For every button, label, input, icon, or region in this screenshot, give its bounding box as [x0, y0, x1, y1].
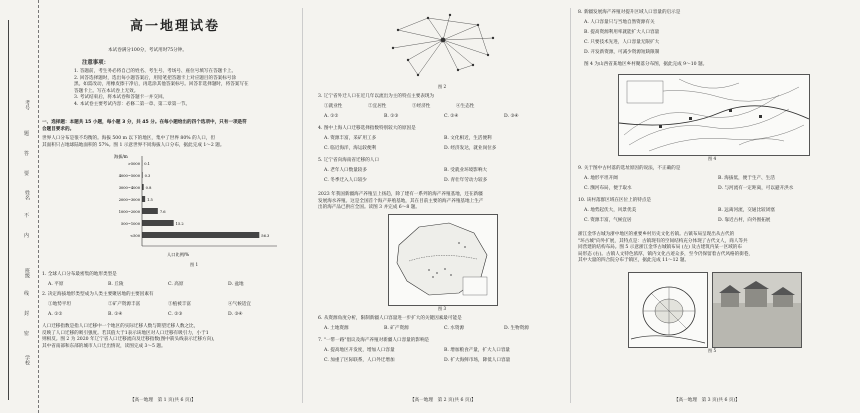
q5-option-b[interactable]: B. 受就业环境影响大 [444, 168, 488, 173]
q2-item-4: ④气候适宜 [228, 302, 251, 307]
q7-option-a[interactable]: A. 提高地区开发度，增加人口容量 [324, 348, 395, 353]
q2-option-b[interactable]: B. ①④ [108, 312, 123, 317]
q9-option-d[interactable]: D. 与河流有一定距离，可以避开洪水 [718, 186, 794, 191]
intro-line: 世界人口分布是很不均衡的。海拔 500 m 以下的地区，集中了世界 80% 的人口，但 [42, 136, 216, 141]
q9-option-b[interactable]: B. 海拔低，便于生产、生活 [718, 176, 775, 181]
tick-label: >5000 [127, 162, 140, 166]
school-label: 学校 [24, 355, 30, 365]
figure-1-chart [112, 152, 282, 262]
seal-char: 不 [24, 213, 30, 219]
q10-option-d[interactable]: D. 靠近古村，向外围拓展 [718, 218, 771, 223]
q9-option-a[interactable]: A. 地形平坦开阔 [584, 176, 618, 181]
q3-item-3: ③经济性 [412, 104, 431, 109]
q6-option-c[interactable]: C. 水资源 [444, 326, 465, 331]
q8-option-d[interactable]: D. 开发新资源，可减少资源短缺限制 [584, 50, 660, 55]
q3-option-c[interactable]: C. ②④ [444, 114, 459, 119]
paragraph-line: 人口迁移指数是指人口迁移中一个地区的实际迁移人数与期望迁移人数之比， [42, 324, 199, 329]
tick-label: 3000~4000 [118, 186, 140, 190]
q10-option-a[interactable]: A. 地势起伏大，风景优美 [584, 208, 637, 213]
q3-item-4: ④生态性 [456, 104, 475, 109]
bar [142, 196, 145, 202]
x-axis-label: 人口比例/% [167, 252, 190, 257]
q3-item-1: ①就业性 [324, 104, 343, 109]
binding-strip [0, 0, 39, 413]
binding-line [8, 20, 9, 400]
page-3 [578, 0, 848, 413]
intro-paragraph [42, 136, 288, 149]
figure-5-photo [712, 272, 802, 348]
kaohao-label: 考号 [24, 100, 30, 110]
figure-3-caption: 图 3 [438, 306, 447, 311]
bar [142, 208, 158, 214]
question-3: 3. 辽宁省外迁人口在近几年以流出为主的特点主要表现为 [318, 94, 435, 99]
question-4: 4. 图中上海人口迁移选择指数特别较大的原因是 [318, 126, 416, 131]
section-heading-line: 一、选择题：本题共 15 小题，每小题 3 分，共 45 分。在每小题给出的四个选项中，只有一项是符 [42, 120, 247, 125]
exam-info: 本试卷满分100分，考试用时75分钟。 [108, 48, 187, 53]
paragraph-line: 则相反。图 2 为 2020 年辽宁省人口迁移流向及迁移指数(图中箭头线表示迁移方向)， [42, 337, 218, 343]
page-2 [318, 0, 562, 413]
paragraph-line: 发展海水养殖。这是全国首个海产养殖基地，其在目前主要的海产养殖基地上生产 [318, 198, 484, 204]
question-1: 1. 全球人口分布最密集的地形类型是 [42, 272, 117, 277]
data-label: 7.6 [159, 210, 166, 214]
q2-option-a[interactable]: A. ①② [48, 312, 63, 317]
page-2-footer: 【高一地理 第 2 页(共 6 页)】 [410, 398, 476, 403]
q2-item-1: ①地势平坦 [48, 302, 71, 307]
tick-label: 4000~5000 [118, 174, 140, 178]
q1-option-d[interactable]: D. 盆地 [228, 282, 244, 287]
q10-option-c[interactable]: C. 资源丰富，气候宜居 [584, 218, 632, 223]
figure-5-caption: 图 5 [708, 348, 717, 353]
question-2: 2. 决定海拔地形类型成为人类主要聚居地的主要因素有 [42, 292, 154, 297]
q7-option-c[interactable]: C. 加重了区际联系，人口外迁增加 [324, 358, 395, 363]
tick-label: 1000~2000 [118, 210, 140, 214]
q3-item-2: ②宜居性 [368, 104, 387, 109]
class-label: 班级 [24, 268, 30, 278]
column-divider [302, 8, 303, 403]
q7-option-b[interactable]: B. 增加粮食产量，扩大人口容量 [444, 348, 511, 353]
bar [142, 232, 259, 238]
data-label: 1.5 [147, 198, 153, 202]
data-label: 0.3 [144, 174, 151, 178]
paragraph-line: 其中省南部和东部的城市人口迁出情况，读图完成 3～5 题。 [42, 343, 166, 349]
tick-label: 500~1000 [120, 222, 140, 226]
bar [142, 220, 174, 226]
question-5: 5. 辽宁省向海南省迁移的人口 [318, 158, 379, 163]
page-3-footer: 【高一地理 第 3 页(共 6 页)】 [674, 398, 740, 403]
seal-char: 线 [24, 291, 30, 297]
q2-item-2: ②矿产资源丰富 [108, 302, 141, 307]
q8-option-c[interactable]: C. 只要技术先进，人口容量无限扩大 [584, 40, 660, 45]
notice-line: 2. 回答选择题时，选出每小题答案后，用铅笔把答题卡上对应题目的答案标号涂 [74, 75, 237, 81]
intro-line: 其面积只占地球陆地面积的 57%。图 1 示意世界不同海拔人口分布，据此完成 1～2 题。 [42, 142, 225, 148]
column-divider [570, 8, 571, 403]
q6-option-b[interactable]: B. 矿产资源 [384, 326, 409, 331]
notice-list [74, 69, 288, 109]
question-10: 10. 该村落群区域在区位上的特点是 [578, 198, 652, 203]
exam-title: 高一地理试卷 [130, 19, 221, 34]
figure-2-caption: 图 2 [438, 84, 447, 89]
figure-4-map [618, 74, 810, 156]
paragraph-line: 反映了人口迁移的吸引强度。若其值大于1表示该地区对人口迁移有吸引力，小于1 [42, 330, 209, 336]
notice-line: 答题卡上。写在本试卷上无效。 [74, 88, 139, 94]
seal-char: 封 [24, 311, 30, 317]
q1-option-a[interactable]: A. 平原 [48, 282, 64, 287]
figure-4-caption: 图 4 [708, 156, 717, 161]
paragraph-3 [318, 192, 562, 212]
q9-option-c[interactable]: C. 濒河布局，便于取水 [584, 186, 632, 191]
seal-char: 题 [24, 131, 30, 137]
y-axis-label: 海拔/m [114, 154, 128, 159]
q8-option-a[interactable]: A. 人口容量只与当地自然资源有关 [584, 20, 655, 25]
q5-option-d[interactable]: D. 青壮年劳动力较多 [444, 178, 488, 183]
question-9: 9. 关于图中古村落的选址原因的说法，不正确的是 [578, 166, 681, 171]
notice-line: 1. 答题前，考生务必将自己的姓名、考生号、考场号、座位号填写在答题卡上。 [74, 69, 237, 74]
page-1 [42, 0, 288, 413]
notice-line: 4. 本试卷主要考试内容：必修二第一章、第二章第一节。 [74, 101, 191, 107]
data-label: 0.8 [145, 186, 152, 190]
q7-option-d[interactable]: D. 扩大海鲜市场，降低人口容量 [444, 358, 511, 363]
q2-option-d[interactable]: D. ③④ [228, 312, 243, 317]
notice-line: 3. 考试结束后，将本试卷和答题卡一并交回。 [74, 95, 168, 101]
data-label: 0.1 [144, 162, 150, 166]
question-6: 6. 从资源角度分析，限制新疆人口容量进一步扩大的关键因素最可能是 [318, 316, 462, 321]
paragraph-line: "环古城"向外扩展，其特点是：古镇现有的空间结构充分体现了古代文人，商人等共 [578, 238, 748, 244]
notice-heading: 注意事项： [82, 60, 109, 66]
q4-option-c[interactable]: C. 临近海洋，海运较便利 [324, 146, 377, 151]
q6-option-d[interactable]: D. 生物资源 [504, 326, 529, 331]
q10-option-b[interactable]: B. 远离河流，交通比较闭塞 [718, 208, 775, 213]
tick-label: <500 [130, 234, 140, 238]
q5-option-a[interactable]: A. 老年人口数量较多 [324, 168, 367, 173]
figure-5-plan [628, 272, 708, 348]
notice-line: 黑。如需改动，用橡皮擦干净后，再选涂其他答案标号。回答非选择题时，将答案写在 [74, 82, 249, 88]
figure-1-caption: 图 1 [190, 262, 199, 267]
q4-option-a[interactable]: A. 资源丰富，采矿用工多 [324, 136, 377, 141]
q1-option-c[interactable]: C. 高原 [168, 282, 184, 287]
seal-char: 内 [24, 233, 30, 239]
tick-label: 2000~3000 [118, 198, 140, 202]
q4-option-b[interactable]: B. 文化相近，生活便利 [444, 136, 492, 141]
q3-option-b[interactable]: B. ①③ [384, 114, 399, 119]
q2-item-3: ③植被丰富 [168, 302, 191, 307]
question-7: 7. "一带一路"倡议及海产养殖对新疆人口容量的影响是 [318, 338, 430, 343]
q3-option-a[interactable]: A. ①② [324, 114, 339, 119]
section-heading-line: 合题目要求的。 [42, 126, 75, 132]
name-label: 姓名 [24, 190, 30, 200]
q2-option-c[interactable]: C. ②③ [168, 312, 183, 317]
data-label: 56.3 [261, 234, 270, 238]
seal-char: 密 [24, 331, 30, 337]
paragraph-line: 出的海产品已供应全国。读图 3 并完成 6～8 题。 [318, 205, 420, 211]
paragraph-line: 其中大量的四合院分布于镇区，据此完成 11～12 题。 [578, 258, 690, 264]
seal-char: 答 [24, 151, 30, 157]
figure-2-network [388, 10, 498, 82]
paragraph-line: 局形态 (右)。古镇人文特色浓厚，镇内文化古迹众多，至今仍保留着古代风格的街巷， [578, 251, 754, 257]
paragraph-2 [42, 324, 288, 350]
section-heading [42, 120, 288, 133]
intro-4: 图 4 为山西省某地区乡村聚落分布图，据此完成 9～10 题。 [584, 62, 708, 67]
page-1-footer: 【高一地理 第 1 页(共 6 页)】 [130, 398, 196, 403]
q1-option-b[interactable]: B. 丘陵 [108, 282, 124, 287]
q3-option-d[interactable]: D. ③④ [504, 114, 519, 119]
q4-option-d[interactable]: D. 经济发达，就业岗位多 [444, 146, 497, 151]
paragraph-5 [578, 232, 848, 265]
data-label: 15.2 [175, 222, 184, 226]
paragraph-line: 2023 年我国新疆海产养殖呈上扬趋，除了建有一系列的海产养殖基地，还在新疆 [318, 192, 483, 197]
figure-3-map [388, 214, 498, 306]
q5-option-c[interactable]: C. 冬季迁入人口较少 [324, 178, 368, 183]
q8-option-b[interactable]: B. 提高资源利用率就能扩大人口容量 [584, 30, 660, 35]
seal-char: 要 [24, 171, 30, 177]
paragraph-line: 浙江金华古城为浙中地区的重要乡村历史文化名镇。古镇布局呈现出从古代的 [578, 232, 735, 237]
q6-option-a[interactable]: A. 土地资源 [324, 326, 349, 331]
paragraph-line: 同营建的结构布局。图 5 示意浙江金华古城镇布局 (左) 及古建筑内某一区域的布 [578, 245, 742, 251]
question-8: 8. 新疆发展海产养殖对提升区域人口容量的启示是 [578, 10, 681, 15]
